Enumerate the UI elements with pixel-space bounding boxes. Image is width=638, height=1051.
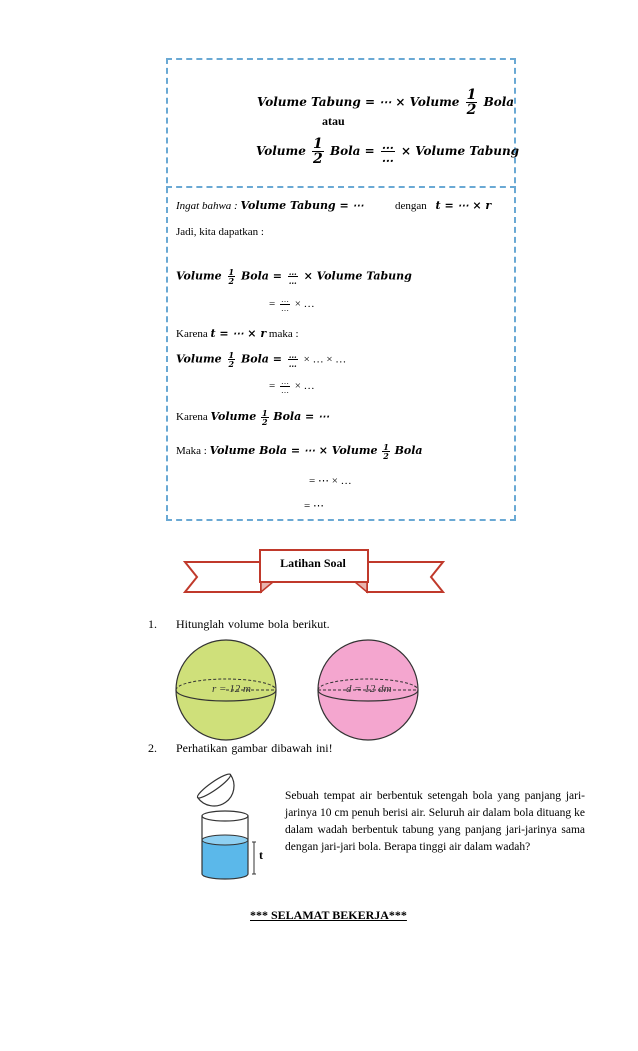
- ribbon-label: Latihan Soal: [280, 556, 346, 570]
- question-2-paragraph: Sebuah tempat air berbentuk setengah bola yang panjang jari-jarinya 10 cm penuh berisi air. Seluruh air dalam bola dituang ke dalam wadah berbentuk tabung yang panjang jari-jarinya sama dengan jari-jari bola. Berapa tinggi air dalam wadah?: [285, 790, 585, 853]
- question-1-number: 1.: [148, 617, 157, 631]
- cylinder-container: [202, 811, 256, 879]
- sphere-2-label: d = 12 dm: [346, 683, 392, 695]
- frame-divider: [166, 186, 516, 188]
- atau-label: atau: [322, 114, 345, 128]
- ribbon-left-tail: [185, 562, 261, 592]
- karena-line-2: Karena Volume $\frac{1}{2}$ Bola = ⋯: [176, 408, 330, 427]
- formula-1: Volume Tabung = ⋯ × Volume $\frac{1}{2}$ Bola: [257, 87, 515, 118]
- ribbon-right-fold: [355, 582, 367, 592]
- hemisphere-cylinder-figure: [190, 764, 270, 880]
- ribbon-right-tail: [367, 562, 443, 592]
- derivation-line-1: Volume $\frac{1}{2}$ Bola = $\frac{\dots}{\dots}$ × Volume Tabung: [176, 267, 412, 286]
- jadi-line: Jadi, kita dapatkan :: [176, 226, 264, 238]
- formula-2: Volume $\frac{1}{2}$ Bola = $\frac{\dots}{\dots}$ × Volume Tabung: [256, 136, 520, 167]
- ribbon-left-fold: [261, 582, 273, 592]
- derivation-line-4: = $\frac{\dots}{\dots}$ × …: [269, 377, 315, 395]
- sphere-1-label: r = 12 m: [212, 683, 251, 695]
- question-2-text: Perhatikan gambar dibawah ini!: [176, 741, 333, 755]
- derivation-line-5: = ⋯ × …: [309, 475, 352, 487]
- question-1-text: Hitunglah volume bola berikut.: [176, 617, 330, 631]
- cylinder-height-label: t: [259, 848, 263, 862]
- ingat-line: Ingat bahwa : Volume Tabung = ⋯ dengan t = ⋯ × r: [176, 199, 492, 212]
- hemisphere-bowl: [195, 771, 242, 814]
- derivation-line-6: = ⋯: [304, 500, 324, 512]
- derivation-line-3: Volume $\frac{1}{2}$ Bola = $\frac{\dots}{\dots}$ × … × …: [176, 350, 347, 369]
- question-2-number: 2.: [148, 741, 157, 755]
- closing-message: *** SELAMAT BEKERJA***: [250, 908, 407, 922]
- maka-line: Maka : Volume Bola = ⋯ × Volume $\frac{1}{2}$ Bola: [176, 442, 423, 461]
- derivation-line-2: = $\frac{\dots}{\dots}$ × …: [269, 295, 315, 313]
- karena-line-1: Karena t = ⋯ × r maka :: [176, 327, 299, 340]
